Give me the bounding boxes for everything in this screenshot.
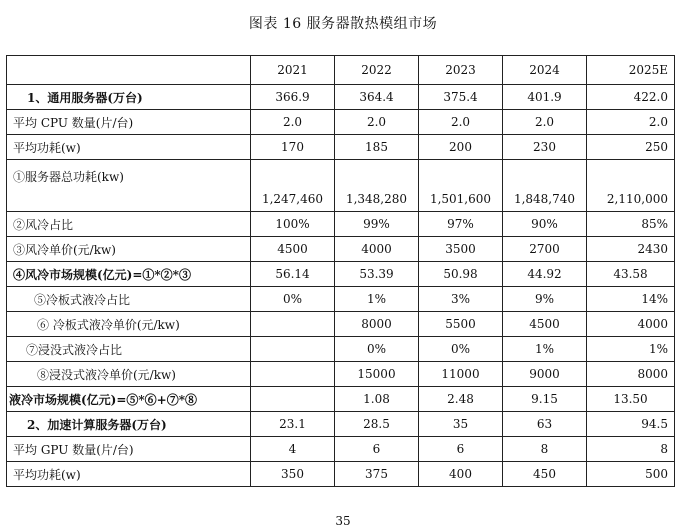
table-cell <box>251 362 335 387</box>
table-row <box>7 262 675 287</box>
table-row <box>7 237 675 262</box>
table-cell: 3500 <box>419 237 503 262</box>
row-label: ⑧浸没式液冷单价(元/kw) <box>7 362 251 387</box>
header-cell-year: 2024 <box>503 56 587 85</box>
table-cell: 4500 <box>503 312 587 337</box>
table-cell: 99% <box>335 212 419 237</box>
row-label: 平均 GPU 数量(片/台) <box>7 437 251 462</box>
table-cell: 4500 <box>251 237 335 262</box>
table-cell: 8000 <box>335 312 419 337</box>
table-cell: 1% <box>587 337 675 362</box>
table-cell: 364.4 <box>335 85 419 110</box>
row-label: 平均 CPU 数量(片/台) <box>7 110 251 135</box>
table-cell: 8000 <box>587 362 675 387</box>
table-cell: 2430 <box>587 237 675 262</box>
table-cell: 200 <box>419 135 503 160</box>
server-cooling-market-table <box>6 55 675 487</box>
header-cell-year: 2022 <box>335 56 419 85</box>
table-cell: 400 <box>419 462 503 487</box>
row-label: 1、通用服务器(万台) <box>7 85 251 110</box>
table-cell: 11000 <box>419 362 503 387</box>
table-row <box>7 287 675 312</box>
table-cell: 1,247,460 <box>251 160 335 212</box>
row-label: 液冷市场规模(亿元)=⑤*⑥+⑦*⑧ <box>7 387 251 412</box>
table-cell: 9.15 <box>503 387 587 412</box>
row-label: ③风冷单价(元/kw) <box>7 237 251 262</box>
table-row <box>7 135 675 160</box>
table-cell: 0% <box>419 337 503 362</box>
row-label: ④风冷市场规模(亿元)=①*②*③ <box>7 262 251 287</box>
table-cell: 2,110,000 <box>587 160 675 212</box>
table-row <box>7 387 675 412</box>
table-row <box>7 85 675 110</box>
table-cell: 4000 <box>335 237 419 262</box>
table-cell: 56.14 <box>251 262 335 287</box>
row-label: ⑦浸没式液冷占比 <box>7 337 251 362</box>
table-cell: 250 <box>587 135 675 160</box>
table-cell: 2.48 <box>419 387 503 412</box>
table-cell: 0% <box>335 337 419 362</box>
table-cell: 9% <box>503 287 587 312</box>
table-cell: 1% <box>503 337 587 362</box>
table-cell: 1.08 <box>335 387 419 412</box>
table-cell: 85% <box>587 212 675 237</box>
table-cell: 170 <box>251 135 335 160</box>
header-cell-year: 2023 <box>419 56 503 85</box>
row-label: ⑤冷板式液冷占比 <box>7 287 251 312</box>
table-cell: 14% <box>587 287 675 312</box>
table-row <box>7 437 675 462</box>
row-label: 平均功耗(w) <box>7 462 251 487</box>
table-cell: 8 <box>503 437 587 462</box>
table-row <box>7 212 675 237</box>
table-cell: 1,501,600 <box>419 160 503 212</box>
table-row <box>7 337 675 362</box>
table-cell: 230 <box>503 135 587 160</box>
table-cell: 23.1 <box>251 412 335 437</box>
table-cell: 3% <box>419 287 503 312</box>
table-cell: 6 <box>419 437 503 462</box>
table-cell: 53.39 <box>335 262 419 287</box>
table-cell: 4000 <box>587 312 675 337</box>
table-cell: 5500 <box>419 312 503 337</box>
table-cell: 375 <box>335 462 419 487</box>
row-label: 平均功耗(w) <box>7 135 251 160</box>
table-title: 图表 16 服务器散热模组市场 <box>248 16 438 32</box>
table-row <box>7 312 675 337</box>
row-label: 2、加速计算服务器(万台) <box>7 412 251 437</box>
table-cell: 2700 <box>503 237 587 262</box>
table-cell: 15000 <box>335 362 419 387</box>
table-cell: 0% <box>251 287 335 312</box>
table-cell: 4 <box>251 437 335 462</box>
table-cell: 50.98 <box>419 262 503 287</box>
header-cell-year: 2025E <box>587 56 675 85</box>
table-cell: 6 <box>335 437 419 462</box>
table-header-row <box>7 56 675 85</box>
table-cell <box>251 312 335 337</box>
table-cell: 401.9 <box>503 85 587 110</box>
table-cell: 350 <box>251 462 335 487</box>
table-cell: 90% <box>503 212 587 237</box>
row-label: ①服务器总功耗(kw) <box>7 160 251 212</box>
table-cell: 2.0 <box>335 110 419 135</box>
table-cell: 35 <box>419 412 503 437</box>
table-cell: 2.0 <box>251 110 335 135</box>
table-cell: 375.4 <box>419 85 503 110</box>
table-cell: 28.5 <box>335 412 419 437</box>
table-cell: 450 <box>503 462 587 487</box>
table-cell: 13.50 <box>587 387 675 412</box>
table-cell: 63 <box>503 412 587 437</box>
table-cell: 422.0 <box>587 85 675 110</box>
row-label: ②风冷占比 <box>7 212 251 237</box>
table-cell: 9000 <box>503 362 587 387</box>
table-cell: 8 <box>587 437 675 462</box>
table-cell: 1% <box>335 287 419 312</box>
table-row <box>7 160 675 212</box>
table-cell: 2.0 <box>419 110 503 135</box>
table-cell: 94.5 <box>587 412 675 437</box>
table-cell: 2.0 <box>587 110 675 135</box>
table-cell <box>251 387 335 412</box>
table-cell: 100% <box>251 212 335 237</box>
table-cell: 366.9 <box>251 85 335 110</box>
row-label: ⑥ 冷板式液冷单价(元/kw) <box>7 312 251 337</box>
table-cell: 500 <box>587 462 675 487</box>
table-row <box>7 362 675 387</box>
table-row <box>7 110 675 135</box>
table-row <box>7 412 675 437</box>
table-cell <box>251 337 335 362</box>
header-cell-year: 2021 <box>251 56 335 85</box>
table-cell: 185 <box>335 135 419 160</box>
table-cell: 43.58 <box>587 262 675 287</box>
table-cell: 97% <box>419 212 503 237</box>
table-row <box>7 462 675 487</box>
table-cell: 44.92 <box>503 262 587 287</box>
table-cell: 1,348,280 <box>335 160 419 212</box>
header-cell <box>7 56 251 85</box>
table-cell: 2.0 <box>503 110 587 135</box>
page-number: 35 <box>335 514 351 528</box>
table-cell: 1,848,740 <box>503 160 587 212</box>
